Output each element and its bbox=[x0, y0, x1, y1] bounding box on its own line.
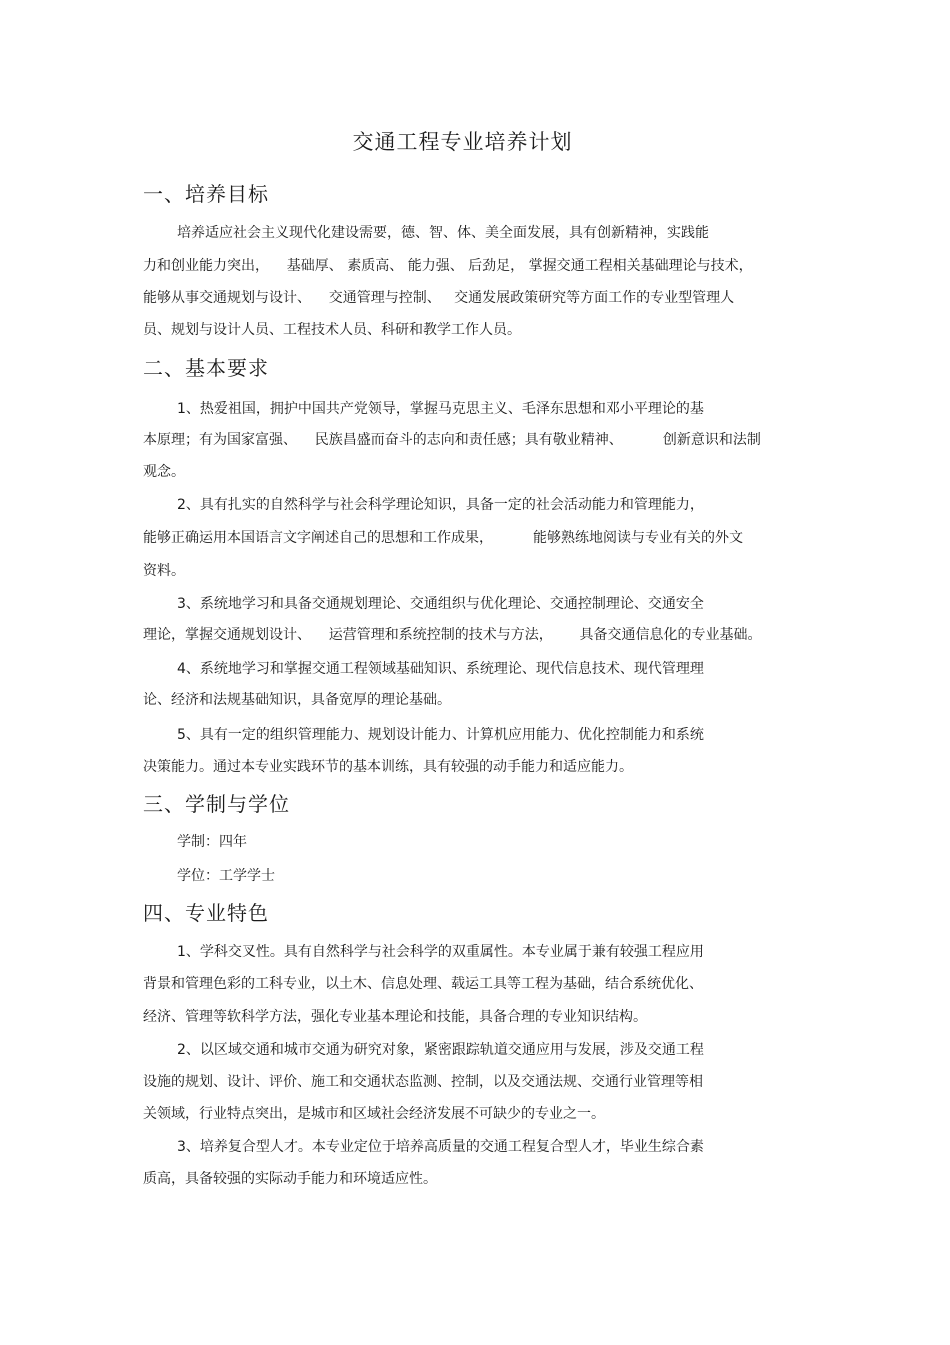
section-heading-training-goal: 一、培养目标 bbox=[143, 182, 269, 206]
paragraph-line: 资料。 bbox=[143, 563, 185, 579]
paragraph-line: 1、热爱祖国，拥护中国共产党领导，掌握马克思主义、毛泽东思想和邓小平理论的基 bbox=[177, 401, 704, 417]
paragraph-line: 2、具有扎实的自然科学与社会科学理论知识，具备一定的社会活动能力和管理能力， bbox=[177, 497, 704, 513]
paragraph-line: 1、学科交叉性。具有自然科学与社会科学的双重属性。本专业属于兼有较强工程应用 bbox=[177, 944, 704, 960]
document-title: 交通工程专业培养计划 bbox=[352, 130, 573, 154]
duration-line: 学制：四年 bbox=[177, 834, 247, 850]
paragraph-line: 5、具有一定的组织管理能力、规划设计能力、计算机应用能力、优化控制能力和系统 bbox=[177, 727, 704, 743]
paragraph-line: 观念。 bbox=[143, 464, 185, 480]
paragraph-line: 员、规划与设计人员、工程技术人员、科研和教学工作人员。 bbox=[143, 322, 521, 338]
paragraph-line: 关领域，行业特点突出，是城市和区域社会经济发展不可缺少的专业之一。 bbox=[143, 1106, 605, 1122]
paragraph-line: 论、经济和法规基础知识，具备宽厚的理论基础。 bbox=[143, 692, 451, 708]
paragraph-line: 本原理；有为国家富强、 民族昌盛而奋斗的志向和责任感；具有敬业精神、 创新意识和法制 bbox=[143, 432, 761, 448]
paragraph-line: 3、系统地学习和具备交通规划理论、交通组织与优化理论、交通控制理论、交通安全 bbox=[177, 596, 704, 612]
paragraph-line: 3、培养复合型人才。本专业定位于培养高质量的交通工程复合型人才，毕业生综合素 bbox=[177, 1139, 704, 1155]
degree-line: 学位：工学学士 bbox=[177, 868, 275, 884]
paragraph-line: 力和创业能力突出， 基础厚、 素质高、 能力强、 后劲足， 掌握交通工程相关基础理论与技术， bbox=[143, 258, 753, 274]
section-heading-duration-degree: 三、学制与学位 bbox=[143, 792, 290, 816]
paragraph-line: 设施的规划、设计、评价、施工和交通状态监测、控制，以及交通法规、交通行业管理等相 bbox=[143, 1074, 703, 1090]
paragraph-line: 理论，掌握交通规划设计、 运营管理和系统控制的技术与方法， 具备交通信息化的专业基础。 bbox=[143, 627, 762, 643]
paragraph-line: 背景和管理色彩的工科专业，以土木、信息处理、载运工具等工程为基础，结合系统优化、 bbox=[143, 976, 703, 992]
paragraph-line: 培养适应社会主义现代化建设需要，德、智、体、美全面发展，具有创新精神，实践能 bbox=[177, 225, 709, 241]
paragraph-line: 4、系统地学习和掌握交通工程领域基础知识、系统理论、现代信息技术、现代管理理 bbox=[177, 661, 704, 677]
paragraph-line: 能够从事交通规划与设计、 交通管理与控制、 交通发展政策研究等方面工作的专业型管理人 bbox=[143, 290, 735, 306]
paragraph-line: 2、以区域交通和城市交通为研究对象，紧密跟踪轨道交通应用与发展，涉及交通工程 bbox=[177, 1042, 704, 1058]
section-heading-features: 四、专业特色 bbox=[143, 901, 269, 925]
paragraph-line: 质高，具备较强的实际动手能力和环境适应性。 bbox=[143, 1171, 437, 1187]
paragraph-line: 能够正确运用本国语言文字阐述自己的思想和工作成果， 能够熟练地阅读与专业有关的外文 bbox=[143, 530, 744, 546]
paragraph-line: 决策能力。通过本专业实践环节的基本训练，具有较强的动手能力和适应能力。 bbox=[143, 759, 633, 775]
paragraph-line: 经济、管理等软科学方法，强化专业基本理论和技能，具备合理的专业知识结构。 bbox=[143, 1009, 647, 1025]
section-heading-basic-requirements: 二、基本要求 bbox=[143, 356, 269, 380]
